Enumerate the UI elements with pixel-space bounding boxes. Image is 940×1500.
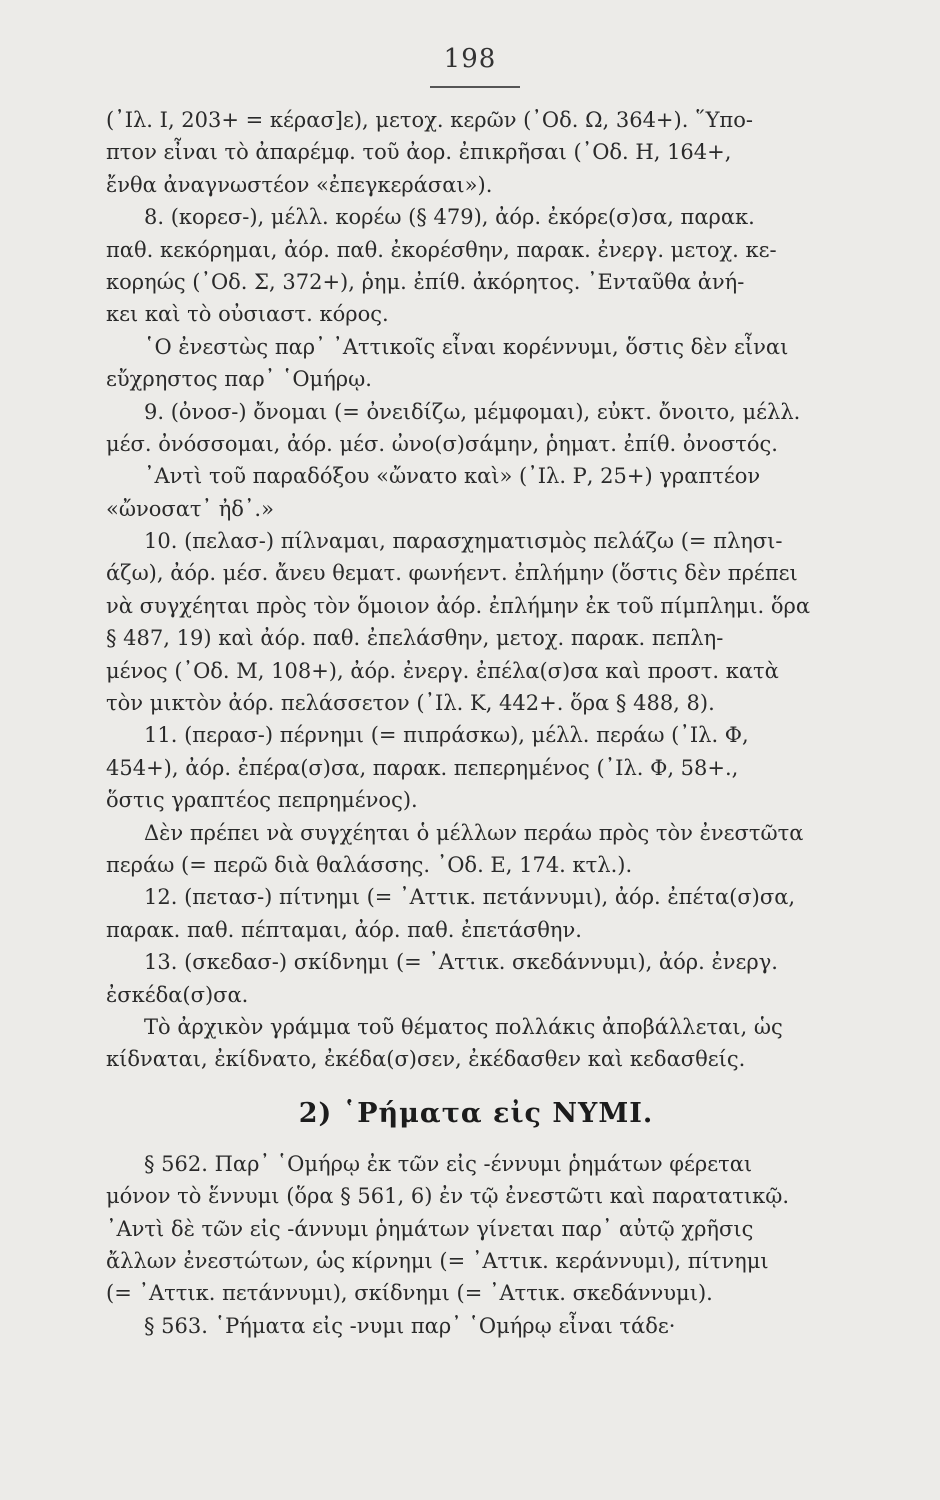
text-line: 12. (πετασ-) πίτνημι (= ᾿Αττικ. πετάννυμι), ἀόρ. ἐπέτα(σ)σα, [144,885,796,910]
text-line: Τὸ ἀρχικὸν γράμμα τοῦ θέματος πολλάκις ἀποβάλλεται, ὡς [144,1014,783,1039]
text-line: ἔνθα ἀναγνωστέον «ἐπεγκεράσαι»). [106,172,493,197]
text-line: κίδναται, ἐκίδνατο, ἐκέδα(σ)σεν, ἐκέδασθεν καὶ κεδασθείς. [106,1047,746,1072]
text-line: ᾿Αντὶ δὲ τῶν εἰς -άννυμι ῥημάτων γίνεται παρ᾿ αὐτῷ χρῆσις [106,1216,754,1241]
text-line: τὸν μικτὸν ἀόρ. πελάσσετον (᾿Ιλ. Κ, 442+. ὅρα § 488, 8). [106,691,715,716]
text-line: ῾Ο ἐνεστὼς παρ᾿ ᾿Αττικοῖς εἶναι κορέννυμι, ὅστις δὲν εἶναι [144,334,789,359]
text-line: § 562. Παρ᾿ ῾Ομήρῳ ἐκ τῶν εἰς -έννυμι ῥημάτων φέρεται [144,1151,753,1176]
text-line: περάω (= περῶ διὰ θαλάσσης. ᾿Οδ. Ε, 174. κτλ.). [106,852,633,877]
text-line: παρακ. παθ. πέπταμαι, ἀόρ. παθ. ἐπετάσθην. [106,917,582,942]
text-line: 454+), ἀόρ. ἐπέρα(σ)σα, παρακ. πεπερημένος (᾿Ιλ. Φ, 58+., [106,755,739,780]
text-line: § 487, 19) καὶ ἀόρ. παθ. ἐπελάσθην, μετοχ. παρακ. πεπλη- [106,626,724,651]
text-line: 11. (περασ-) πέρνημι (= πιπράσκω), μέλλ. περάω (᾿Ιλ. Φ, [144,723,749,748]
text-line: «ὤνοσατ᾿ ἠδ᾿.» [106,496,274,521]
body-text [106,104,846,1342]
text-line: Δὲν πρέπει νὰ συγχέηται ὁ μέλλων περάω πρὸς τὸν ἐνεστῶτα [144,820,804,845]
text-line: κορηώς (᾿Οδ. Σ, 372+), ῥημ. ἐπίθ. ἀκόρητος. ᾿Ενταῦθα ἀνή- [106,269,745,294]
section-heading: 2) ῾Ρήματα εἰς ΝΥΜΙ. [298,1097,654,1129]
header-rule [430,86,520,88]
text-line: πτον εἶναι τὸ ἀπαρέμφ. τοῦ ἀορ. ἐπικρῆσαι (᾿Οδ. Η, 164+, [106,140,732,165]
text-line: ᾿Αντὶ τοῦ παραδόξου «ὤνατο καὶ» (᾿Ιλ. Ρ, 25+) γραπτέον [144,464,761,489]
text-line: ἄλλων ἐνεστώτων, ὡς κίρνημι (= ᾿Αττικ. κεράννυμι), πίτνημι [106,1248,769,1273]
text-line: παθ. κεκόρημαι, ἀόρ. παθ. ἐκορέσθην, παρακ. ἐνεργ. μετοχ. κε- [106,237,777,262]
text-line: 9. (ὀνοσ-) ὄνομαι (= ὀνειδίζω, μέμφομαι), εὐκτ. ὄνοιτο, μέλλ. [144,399,801,424]
text-line: μόνον τὸ ἕννυμι (ὅρα § 561, 6) ἐν τῷ ἐνεστῶτι καὶ παρατατικῷ. [106,1184,790,1209]
text-line: ὅστις γραπτέος πεπρημένος). [106,788,418,813]
text-line: κει καὶ τὸ οὐσιαστ. κόρος. [106,302,389,327]
text-line: 10. (πελασ-) πίλναμαι, παρασχηματισμὸς πελάζω (= πλησι- [144,529,783,554]
text-line: § 563. ῾Ρήματα εἰς -νυμι παρ᾿ ῾Ομήρῳ εἶναι τάδε· [144,1313,676,1338]
page-number: 198 [443,44,497,74]
text-line: νὰ συγχέηται πρὸς τὸν ὅμοιον ἀόρ. ἐπλήμην ἐκ τοῦ πίμπλημι. ὅρα [106,593,811,618]
text-line: 8. (κορεσ-), μέλλ. κορέω (§ 479), ἀόρ. ἐκόρε(σ)σα, παρακ. [144,205,755,230]
text-line: (᾿Ιλ. Ι, 203+ = κέρασ]ε), μετοχ. κερῶν (᾿Οδ. Ω, 364+). ῞Υπο- [106,108,753,132]
text-line: ἐσκέδα(σ)σα. [106,982,249,1007]
text-line: άζω), ἀόρ. μέσ. ἄνευ θεματ. φωνήεντ. ἐπλήμην (ὅστις δὲν πρέπει [106,561,798,586]
text-line: 13. (σκεδασ-) σκίδνημι (= ᾿Αττικ. σκεδάννυμι), ἀόρ. ἐνεργ. [144,950,778,975]
text-line: μέσ. ὀνόσσομαι, ἀόρ. μέσ. ὠνο(σ)σάμην, ῥηματ. ἐπίθ. ὀνοστός. [106,431,778,456]
text-line: μένος (᾿Οδ. Μ, 108+), ἀόρ. ἐνεργ. ἐπέλα(σ)σα καὶ προστ. κατὰ [106,658,779,683]
text-line: (= ᾿Αττικ. πετάννυμι), σκίδνημι (= ᾿Αττικ. σκεδάννυμι). [106,1281,713,1306]
text-line: εὔχρηστος παρ᾿ ῾Ομήρῳ. [106,367,372,392]
